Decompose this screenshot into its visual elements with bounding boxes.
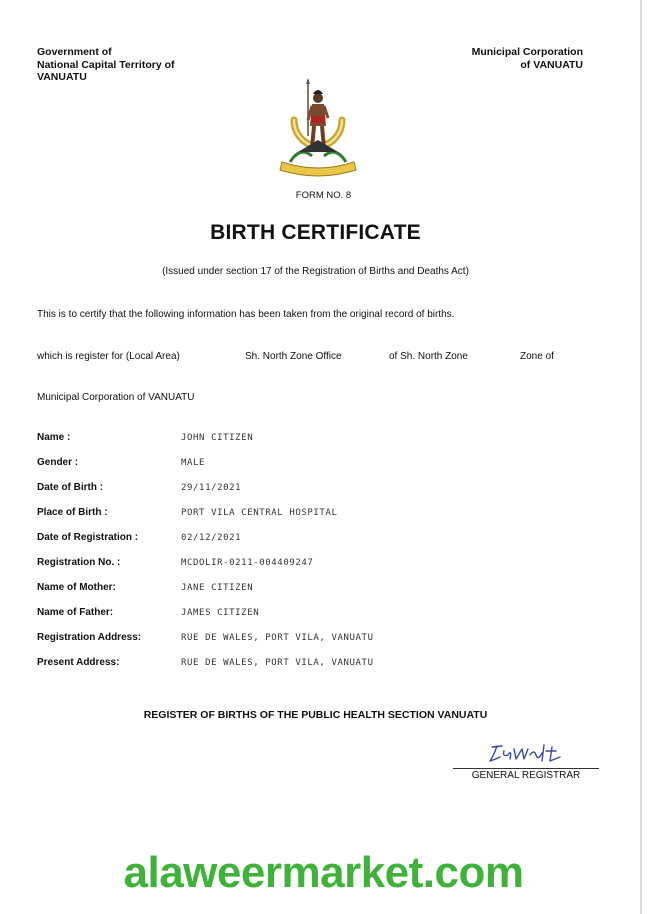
zone-name: of Sh. North Zone [389,351,468,362]
certify-statement: This is to certify that the following information has been taken from the original record of births. [37,309,455,320]
zone-of-label: Zone of [520,351,554,362]
field-label: Date of Birth : [37,482,104,493]
field-value: RUE DE WALES, PORT VILA, VANUATU [181,658,374,668]
page-edge [640,0,642,914]
form-number: FORM NO. 8 [295,190,352,201]
field-value: 29/11/2021 [181,483,242,493]
register-title: REGISTER OF BIRTHS OF THE PUBLIC HEALTH SECTION VANUATU [143,709,488,721]
watermark-text: alaweermarket.com [123,848,524,897]
field-value: JANE CITIZEN [181,583,254,593]
local-area-label: which is register for (Local Area) [37,351,180,362]
field-label: Present Address: [37,657,120,668]
field-label: Name of Mother: [37,582,116,593]
header-left-line: Government of [37,46,112,58]
header-right-line: of VANUATU [520,58,583,71]
field-label: Registration Address: [37,632,142,643]
signature-line [453,768,599,769]
field-value: MCDOLIR-0211-004409247 [181,558,314,568]
field-label: Date of Registration : [37,532,139,543]
header-left-line: National Capital Territory of [37,58,175,71]
field-label: Registration No. : [37,557,121,568]
document-title: BIRTH CERTIFICATE [210,221,421,244]
header-right-line: Municipal Corporation [471,46,583,58]
header-government [37,46,175,84]
registrar-title: GENERAL REGISTRAR [471,770,581,781]
zone-office: Sh. North Zone Office [245,351,342,362]
municipal-corporation-line: Municipal Corporation of VANUATU [37,392,195,403]
field-value: 02/12/2021 [181,533,242,543]
field-label: Name of Father: [37,607,114,618]
header-municipal [472,46,583,71]
signature-icon [486,741,566,765]
field-value: PORT VILA CENTRAL HOSPITAL [181,508,338,518]
field-value: JOHN CITIZEN [181,433,254,443]
field-value: RUE DE WALES, PORT VILA, VANUATU [181,633,374,643]
header-left-line: VANUATU [37,71,87,83]
document-subtitle: (Issued under section 17 of the Registration of Births and Deaths Act) [162,266,469,277]
field-label: Gender : [37,457,79,468]
field-value: JAMES CITIZEN [181,608,260,618]
field-label: Place of Birth : [37,507,108,518]
field-label: Name : [37,432,71,443]
vanuatu-coat-of-arms-icon [272,76,364,180]
field-value: MALE [181,458,206,468]
